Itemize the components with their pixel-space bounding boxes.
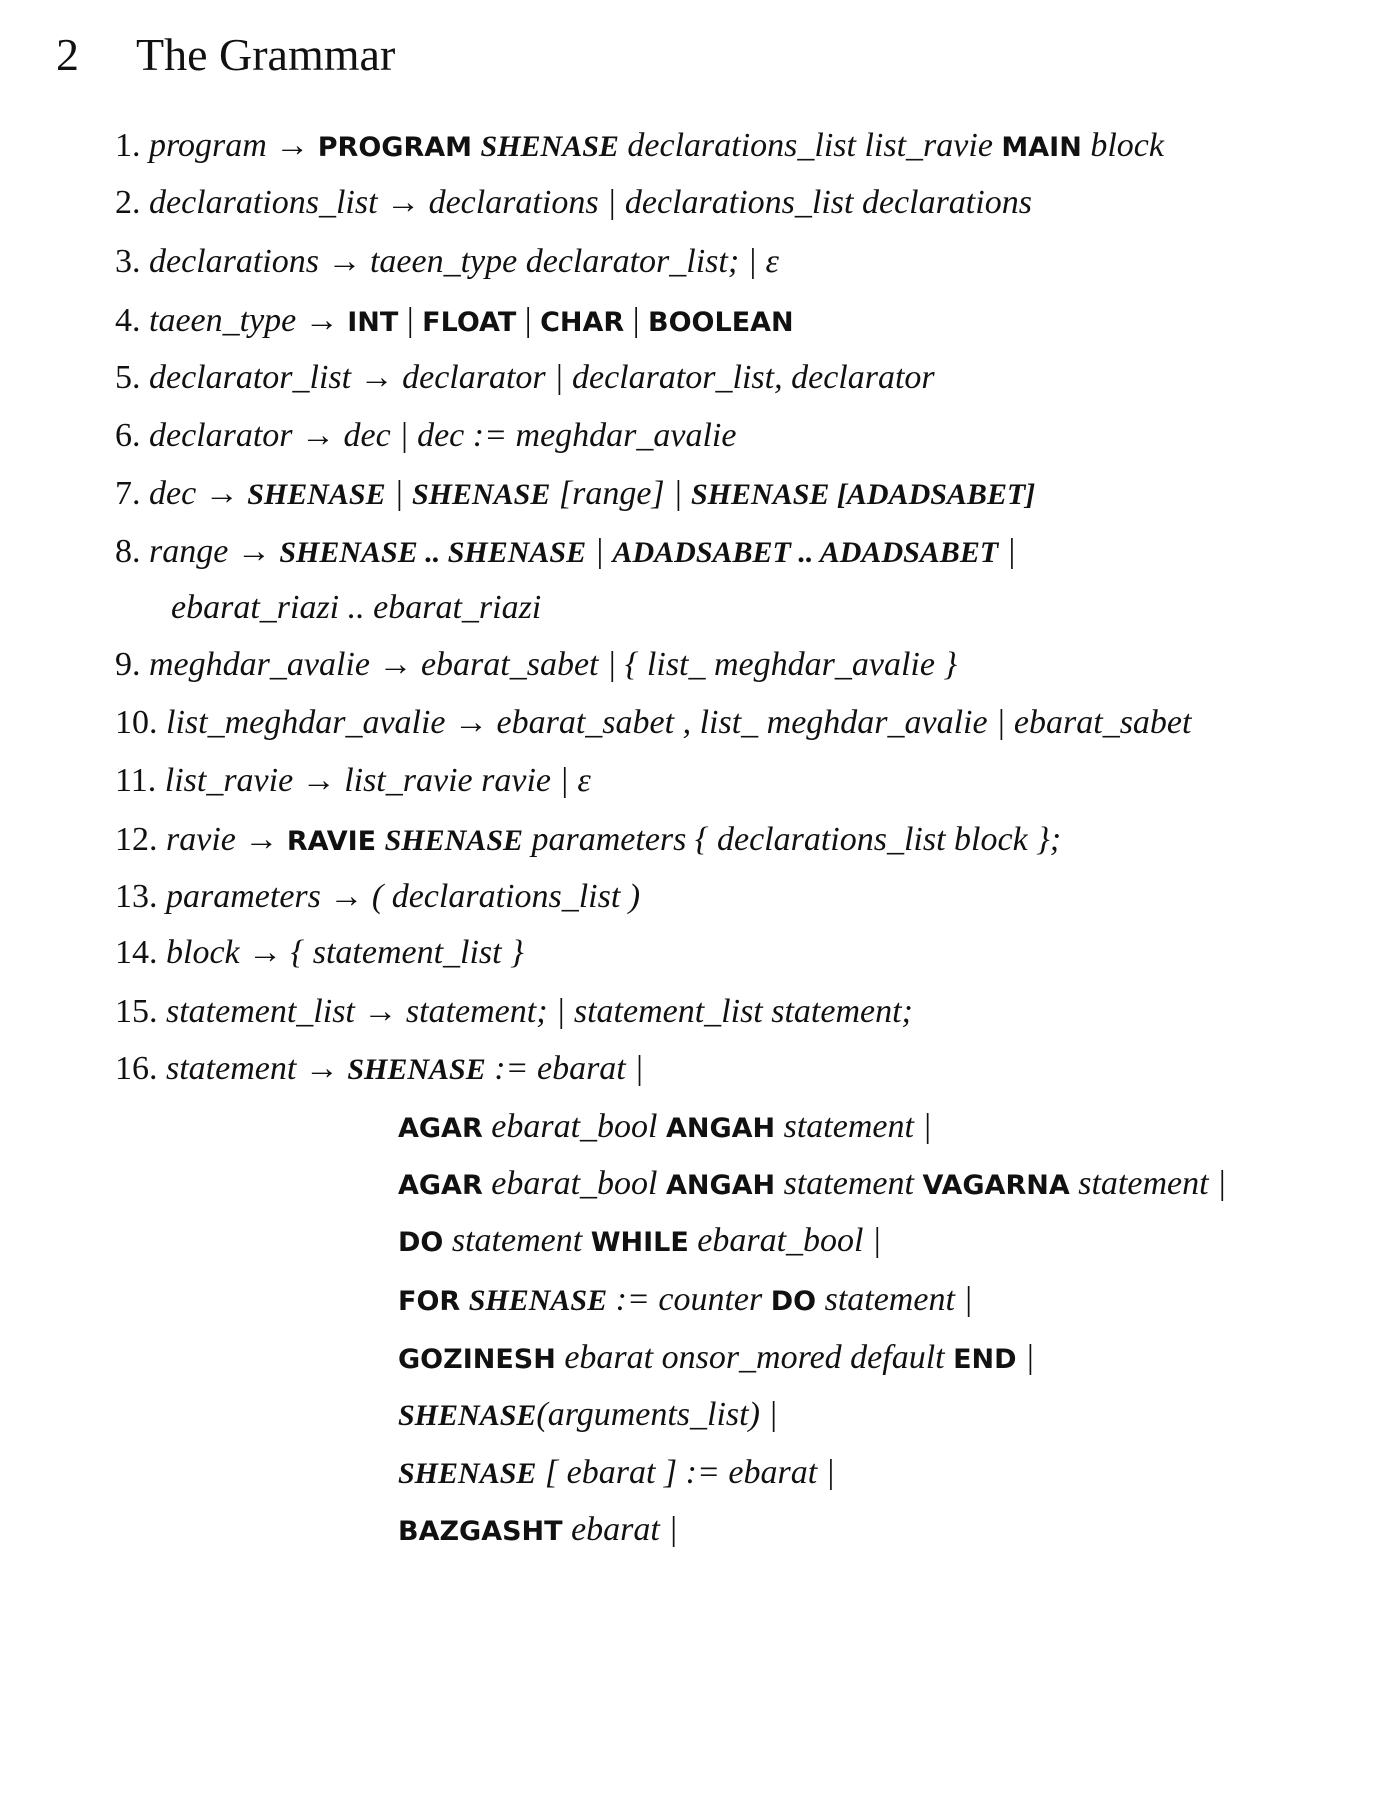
rule-plain-text: 8. [115,533,149,570]
terminal-identifier: SHENASE [347,1053,486,1086]
rule-16-alt-agar-vagarna [398,1164,1226,1206]
terminal-identifier: SHENASE [411,478,551,511]
symbol-text: [range] | [550,475,691,512]
symbol-text [472,127,481,164]
symbol-text: list_ravie ravie | ε [344,762,591,799]
symbol-text: declarator [149,417,302,454]
symbol-text: ebarat onsor_mored default [555,1339,954,1376]
symbol-text: { statement_list } [290,934,524,971]
rule-plain-text: → [248,934,291,971]
rule-16-alt-call [398,1395,778,1436]
rule-plain-text: → [301,417,344,454]
rule-plain-text: → [304,302,348,339]
symbol-text: meghdar_avalie [149,646,379,683]
terminal-keyword: CHAR [540,307,625,338]
rule-plain-text: → [244,821,287,858]
rule-plain-text: 13. [115,878,166,915]
rule-1 [115,126,1164,168]
rule-8-continuation [171,588,541,628]
symbol-text: program [149,127,276,164]
rule-plain-text: 10. [115,704,166,741]
terminal-keyword: END [953,1344,1017,1375]
rule-9 [115,645,957,685]
terminal-keyword: GOZINESH [398,1344,556,1375]
rule-plain-text: 4. [115,302,149,339]
terminal-identifier: SHENASE [468,1284,608,1317]
terminal-keyword: ANGAH [665,1113,776,1144]
symbol-text: list_ravie [164,762,302,799]
symbol-text: statement; | statement_list statement; [405,993,913,1030]
rule-4 [115,301,794,343]
rule-plain-text: → [329,878,372,915]
terminal-keyword: DO [398,1227,444,1258]
terminal-keyword: BOOLEAN [648,307,794,338]
rule-16-alt-agar [398,1107,932,1149]
rule-plain-text: 1. [115,127,149,164]
rule-8 [115,532,1016,573]
terminal-identifier: SHENASE [480,130,619,163]
symbol-text: | [998,533,1017,570]
symbol-text: declarations_list [149,184,387,221]
rule-plain-text: 15. [115,993,166,1030]
rule-3 [115,242,779,282]
symbol-text: declarations [149,243,328,280]
rule-5 [115,358,935,398]
rule-plain-text: 7. [115,475,149,512]
terminal-keyword: FOR [398,1286,461,1317]
rule-plain-text: → [386,184,429,221]
symbol-text: ( declarations_list ) [371,878,641,915]
rule-plain-text: | [516,302,541,339]
rule-plain-text: 9. [115,646,149,683]
symbol-text: declarator | declarator_list, declarator [402,359,935,396]
symbol-text: := ebarat | [485,1050,644,1087]
symbol-text: block [1081,127,1164,164]
symbol-text: statement_list [166,993,364,1030]
rule-plain-text: 6. [115,417,149,454]
terminal-identifier: SHENASE [ADADSABET] [691,478,1036,511]
terminal-identifier: SHENASE [247,478,386,511]
symbol-text: ebarat_sabet , list_ meghdar_avalie | ebarat_sabet [496,704,1192,741]
symbol-text: ebarat | [562,1511,678,1548]
rule-10 [115,703,1191,743]
rule-11 [115,761,591,801]
symbol-text [460,1281,469,1318]
terminal-identifier: SHENASE .. SHENASE [279,536,587,569]
rule-2 [115,183,1032,223]
rule-16-alt-array-assign [398,1453,835,1494]
rule-plain-text: → [454,704,497,741]
symbol-text: declarator_list [149,359,360,396]
symbol-text: declarations | declarations_list declarations [428,184,1032,221]
rule-plain-text: | [624,302,649,339]
symbol-text: | [586,533,613,570]
symbol-text: ebarat_bool [482,1108,666,1145]
terminal-keyword: WHILE [590,1227,689,1258]
terminal-keyword: FLOAT [422,307,517,338]
symbol-text: ebarat_riazi .. ebarat_riazi [171,589,542,626]
symbol-text: dec [149,475,205,512]
rule-16-alt-gozinesh [398,1338,1034,1380]
rule-plain-text: 5. [115,359,149,396]
terminal-keyword: VAGARNA [922,1170,1070,1201]
symbol-text: statement | [1069,1165,1227,1202]
symbol-text: | [385,475,412,512]
terminal-identifier: SHENASE [384,824,524,857]
symbol-text: dec | dec := meghdar_avalie [343,417,737,454]
terminal-keyword: INT [347,307,399,338]
symbol-text: parameters { declarations_list block }; [523,821,1062,858]
rule-plain-text: → [378,646,421,683]
symbol-text: ebarat_sabet | { list_ meghdar_avalie } [420,646,958,683]
symbol-text: ebarat_bool [482,1165,666,1202]
rule-16-alt-do-while [398,1221,881,1263]
rule-plain-text: → [363,993,406,1030]
section-title: The Grammar [136,29,396,80]
terminal-identifier: ADADSABET .. ADADSABET [612,536,999,569]
rule-16-alt-bazgasht [398,1510,678,1552]
terminal-keyword: AGAR [398,1170,483,1201]
rule-plain-text: → [204,475,248,512]
symbol-text: ebarat_bool | [688,1222,882,1259]
terminal-identifier: SHENASE [398,1399,537,1432]
symbol-text: statement | [775,1108,932,1145]
terminal-keyword: ANGAH [665,1170,776,1201]
symbol-text: := counter [607,1281,771,1318]
terminal-keyword: DO [770,1286,817,1317]
rule-14 [115,933,524,973]
symbol-text: taeen_type declarator_list; | ε [369,243,779,280]
symbol-text: statement | [816,1281,973,1318]
rule-plain-text: 14. [115,934,166,971]
symbol-text: parameters [166,878,330,915]
symbol-text: (arguments_list) | [536,1396,778,1433]
rule-plain-text: → [304,1050,348,1087]
rule-plain-text: → [236,533,280,570]
symbol-text: block [166,934,249,971]
terminal-keyword: BAZGASHT [398,1516,563,1547]
rule-plain-text: → [301,762,345,799]
rule-6 [115,416,736,456]
symbol-text: statement [166,1050,305,1087]
section-number: 2 [56,29,79,80]
symbol-text: [ ebarat ] := ebarat | [536,1454,836,1491]
rule-plain-text: | [398,302,423,339]
rule-plain-text: 2. [115,184,149,221]
terminal-keyword: MAIN [1001,132,1082,163]
rule-16 [115,1049,644,1090]
rule-16-alt-for [398,1280,973,1322]
rule-plain-text: 12. [115,821,166,858]
symbol-text: statement [443,1222,591,1259]
symbol-text [376,821,385,858]
rule-plain-text: 11. [115,762,165,799]
rule-13 [115,877,640,917]
terminal-identifier: SHENASE [398,1457,537,1490]
rule-15 [115,992,913,1032]
symbol-text: statement [775,1165,923,1202]
rule-plain-text: → [275,127,318,164]
rule-plain-text: 16. [115,1050,166,1087]
rule-plain-text: 3. [115,243,149,280]
section-heading [56,28,395,81]
symbol-text: range [149,533,237,570]
rule-12 [115,820,1061,862]
symbol-text: | [1016,1339,1035,1376]
symbol-text: taeen_type [149,302,305,339]
rule-plain-text: → [359,359,403,396]
symbol-text: list_meghdar_avalie [166,704,455,741]
terminal-keyword: PROGRAM [317,132,473,163]
terminal-keyword: RAVIE [286,826,377,857]
rule-plain-text: → [327,243,370,280]
symbol-text: ravie [166,821,245,858]
symbol-text: declarations_list list_ravie [618,127,1002,164]
terminal-keyword: AGAR [398,1113,483,1144]
rule-7 [115,474,1035,515]
